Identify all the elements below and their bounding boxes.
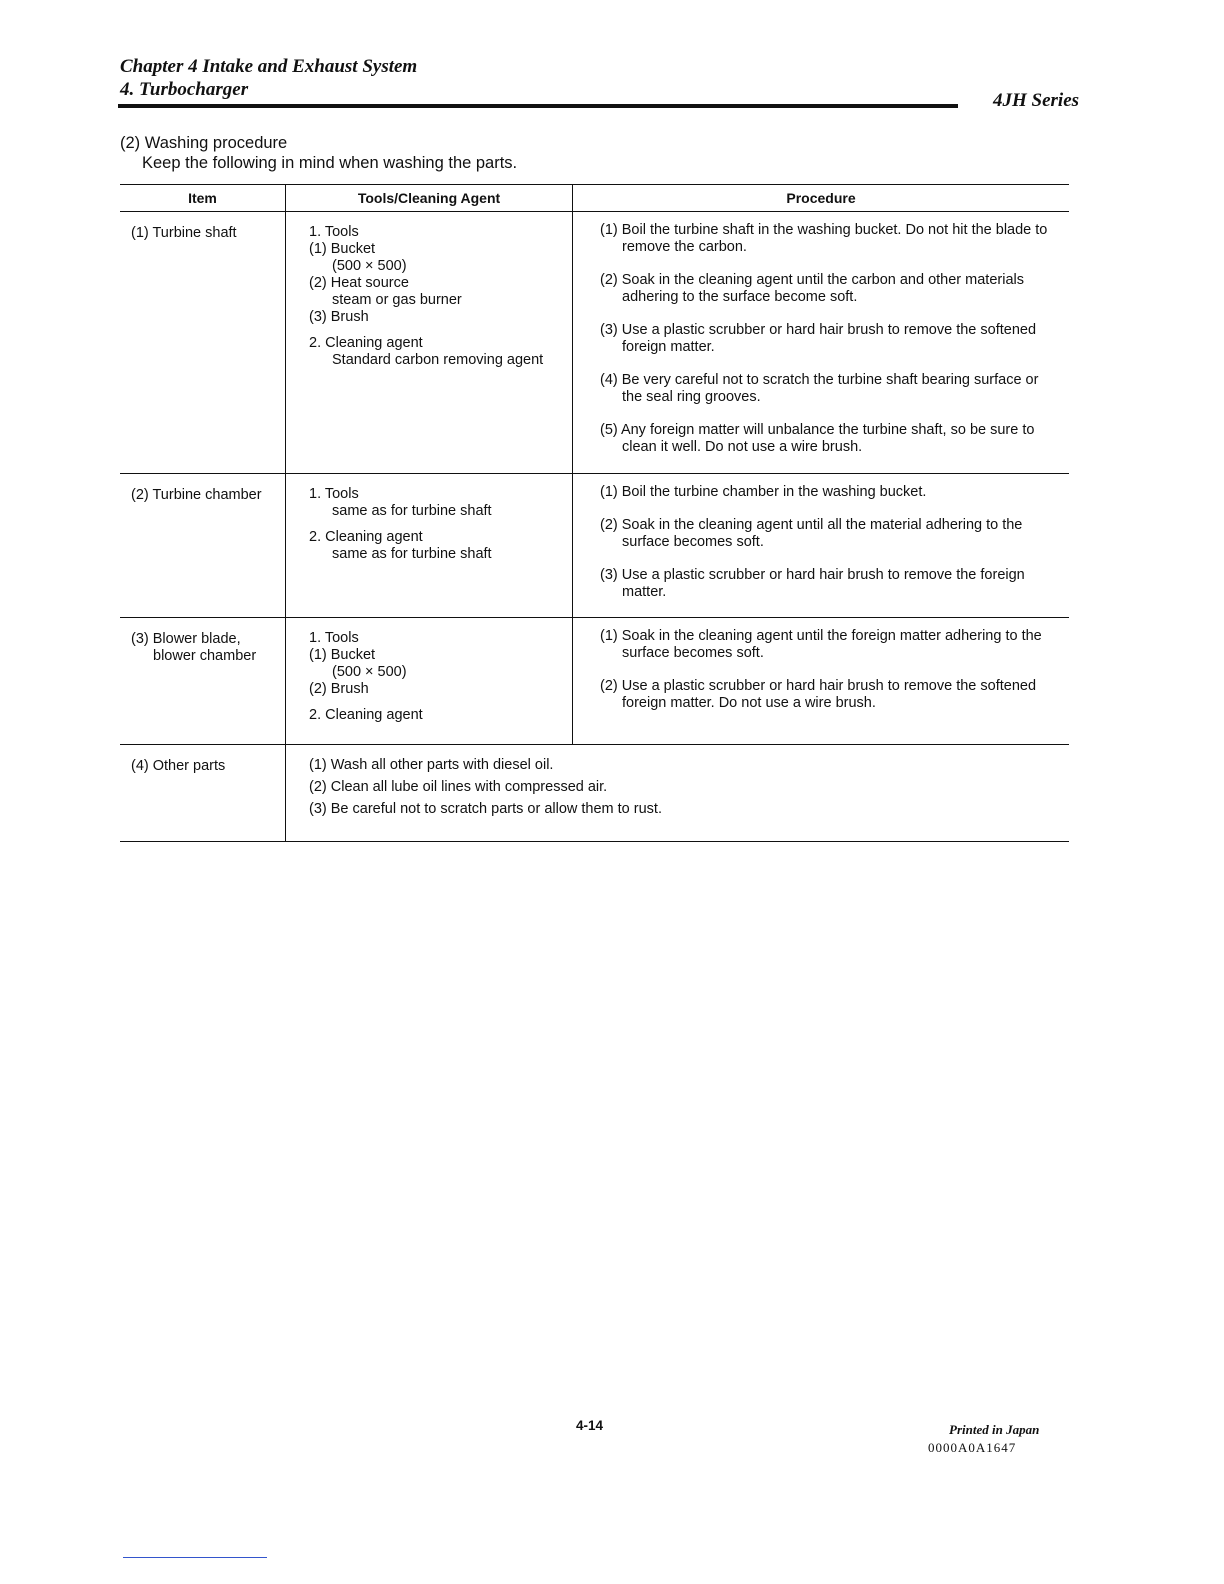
procedure-step: (1) Boil the turbine shaft in the washing bucket. Do not hit the blade to remove the carbon. xyxy=(600,222,1048,255)
footer-line xyxy=(123,1557,267,1558)
tools-line: same as for turbine shaft xyxy=(332,503,492,519)
tools-cell xyxy=(286,474,573,618)
intro-text: Keep the following in mind when washing the parts. xyxy=(142,154,518,172)
tools-line: (500 × 500) xyxy=(332,258,407,274)
table-row xyxy=(120,745,1069,842)
tools-cell xyxy=(286,618,573,745)
column-header-item: Item xyxy=(188,189,217,206)
section-title: 4. Turbocharger xyxy=(120,79,249,100)
item-cell xyxy=(120,618,286,745)
procedure-step: (5) Any foreign matter will unbalance the turbine shaft, so be sure to clean it well. Do not use a wire brush. xyxy=(600,422,1035,455)
tools-line: 2. Cleaning agent xyxy=(309,707,423,723)
other-parts-line: (2) Clean all lube oil lines with compressed air. xyxy=(309,779,608,795)
procedure-step: (1) Boil the turbine chamber in the washing bucket. xyxy=(600,484,927,500)
tools-line: (500 × 500) xyxy=(332,664,407,680)
tools-line: (1) Bucket xyxy=(309,647,376,663)
item-cell xyxy=(120,212,286,474)
series-label: 4JH Series xyxy=(993,90,1080,111)
item-label: (1) Turbine shaft xyxy=(131,225,237,241)
procedure-step: (1) Soak in the cleaning agent until the foreign matter adhering to the surface becomes soft. xyxy=(600,628,1042,661)
tools-line: (2) Brush xyxy=(309,681,369,697)
item-label: (4) Other parts xyxy=(131,758,226,774)
other-parts-line: (3) Be careful not to scratch parts or allow them to rust. xyxy=(309,801,662,817)
tools-line: (3) Brush xyxy=(309,309,369,325)
page-number: 4-14 xyxy=(576,1418,604,1433)
washing-table xyxy=(120,184,1069,842)
procedure-step: (2) Use a plastic scrubber or hard hair brush to remove the softened foreign matter. Do not use a wire brush. xyxy=(600,678,1037,711)
document-code: 0000A0A1647 xyxy=(928,1440,1017,1455)
procedure-step: (3) Use a plastic scrubber or hard hair brush to remove the foreign matter. xyxy=(600,567,1025,600)
tools-line: same as for turbine shaft xyxy=(332,546,492,562)
tools-line: 2. Cleaning agent xyxy=(309,335,423,351)
tools-line: 2. Cleaning agent xyxy=(309,529,423,545)
tools-line: Standard carbon removing agent xyxy=(332,352,544,368)
printed-in-label: Printed in Japan xyxy=(949,1422,1040,1437)
tools-line: steam or gas burner xyxy=(332,292,462,308)
chapter-title: Chapter 4 Intake and Exhaust System xyxy=(120,56,418,77)
column-header-procedure: Procedure xyxy=(573,185,1070,212)
item-label: (3) Blower blade, xyxy=(131,631,241,647)
tools-cell xyxy=(286,212,573,474)
table-row xyxy=(120,474,1069,618)
table-row xyxy=(120,618,1069,745)
procedure-step: (4) Be very careful not to scratch the turbine shaft bearing surface or the seal ring grooves. xyxy=(600,372,1039,405)
table-header-row xyxy=(120,185,1069,212)
other-parts-line: (1) Wash all other parts with diesel oil. xyxy=(309,757,554,773)
item-cell xyxy=(120,745,286,842)
tools-line: 1. Tools xyxy=(309,486,359,502)
procedure-step: (2) Soak in the cleaning agent until all the material adhering to the surface becomes soft. xyxy=(600,517,1023,550)
procedure-step: (2) Soak in the cleaning agent until the carbon and other materials adhering to the surface become soft. xyxy=(600,272,1024,305)
procedure-cell xyxy=(573,618,1070,745)
procedure-heading: (2) Washing procedure xyxy=(120,134,288,152)
tools-line: 1. Tools xyxy=(309,630,359,646)
tools-line: 1. Tools xyxy=(309,224,359,240)
item-label: (2) Turbine chamber xyxy=(131,487,262,503)
tools-line: (2) Heat source xyxy=(309,275,409,291)
other-parts-cell xyxy=(286,745,1070,842)
item-cell xyxy=(120,474,286,618)
procedure-cell xyxy=(573,212,1070,474)
tools-line: (1) Bucket xyxy=(309,241,376,257)
item-label: blower chamber xyxy=(153,648,257,664)
header-rule xyxy=(118,104,958,108)
column-header-tools: Tools/Cleaning Agent xyxy=(286,185,573,212)
table-row xyxy=(120,212,1069,474)
procedure-step: (3) Use a plastic scrubber or hard hair brush to remove the softened foreign matter. xyxy=(600,322,1037,355)
procedure-cell xyxy=(573,474,1070,618)
